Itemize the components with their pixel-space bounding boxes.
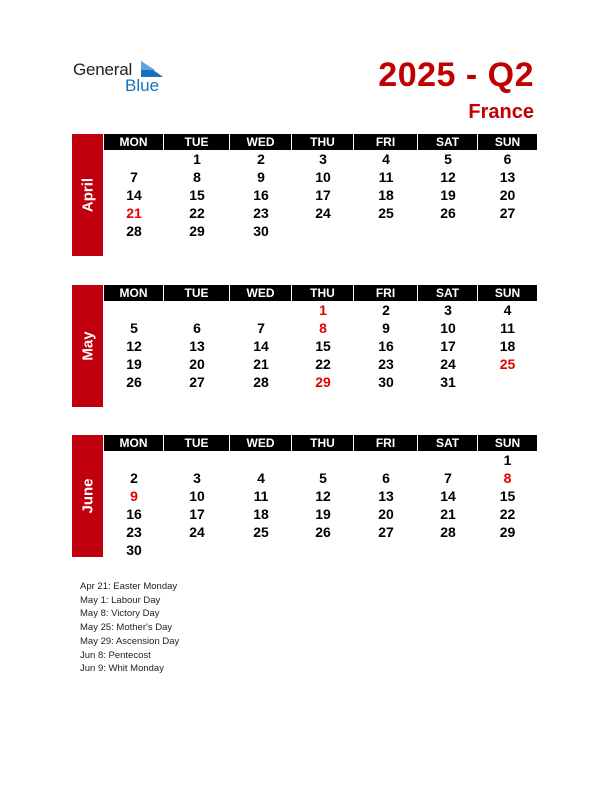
holiday-day-cell: 8 xyxy=(319,320,327,336)
empty-day-cell xyxy=(418,541,478,559)
day-cell: 5 xyxy=(130,320,138,336)
logo-text-blue: Blue xyxy=(125,76,160,95)
day-cell: 18 xyxy=(253,506,269,522)
day-cell: 19 xyxy=(315,506,331,522)
day-cell: 28 xyxy=(440,524,456,540)
day-cell: 10 xyxy=(189,488,205,504)
empty-day-cell xyxy=(292,541,354,559)
empty-day-cell xyxy=(354,222,418,240)
holiday-note: Jun 8: Pentecost xyxy=(80,649,151,661)
weekday-header: SAT xyxy=(418,285,477,301)
week-row xyxy=(104,469,540,487)
day-cell: 19 xyxy=(126,356,142,372)
country-label: France xyxy=(468,101,534,123)
holiday-day-cell: 21 xyxy=(126,205,142,221)
day-cell: 21 xyxy=(253,356,269,372)
day-cell: 7 xyxy=(444,470,452,486)
week-row xyxy=(104,541,540,559)
day-cell: 27 xyxy=(499,205,516,221)
weekday-header: MON xyxy=(104,134,163,150)
day-cell: 3 xyxy=(319,151,327,167)
day-cell: 6 xyxy=(193,320,201,336)
day-cell: 23 xyxy=(378,356,394,372)
holiday-note: May 29: Ascension Day xyxy=(80,635,180,647)
day-cell: 9 xyxy=(382,320,390,336)
day-cell: 1 xyxy=(503,452,512,468)
day-cell: 4 xyxy=(257,470,265,486)
week-row xyxy=(104,373,540,391)
empty-day-cell xyxy=(104,150,164,168)
week-row xyxy=(104,186,540,204)
day-cell: 29 xyxy=(499,524,516,540)
empty-day-cell xyxy=(164,301,230,319)
day-cell: 5 xyxy=(444,151,452,167)
week-row xyxy=(104,355,540,373)
day-cell: 18 xyxy=(499,338,516,354)
day-cell: 17 xyxy=(315,187,331,203)
day-cell: 25 xyxy=(253,524,269,540)
day-cell: 5 xyxy=(319,470,327,486)
holiday-day-cell: 25 xyxy=(499,356,516,372)
week-row xyxy=(104,168,540,186)
day-cell: 23 xyxy=(253,205,269,221)
empty-day-cell xyxy=(478,222,537,240)
month-band xyxy=(72,134,103,256)
empty-day-cell xyxy=(164,451,230,469)
day-cell: 19 xyxy=(440,187,456,203)
weekday-header: FRI xyxy=(354,435,417,451)
day-cell: 31 xyxy=(440,374,456,390)
day-cell: 30 xyxy=(126,542,142,558)
day-cell: 7 xyxy=(130,169,138,185)
empty-day-cell xyxy=(230,451,292,469)
day-cell: 24 xyxy=(189,524,205,540)
calendar-grid xyxy=(104,285,540,391)
holiday-day-cell: 1 xyxy=(319,302,327,318)
day-cell: 16 xyxy=(126,506,142,522)
day-cell: 28 xyxy=(253,374,269,390)
weekday-header: THU xyxy=(292,285,353,301)
weekday-header-row xyxy=(104,435,540,451)
month-name: June xyxy=(79,478,96,514)
empty-day-cell xyxy=(104,301,164,319)
day-cell: 22 xyxy=(499,506,516,522)
day-cell: 17 xyxy=(189,506,205,522)
day-cell: 6 xyxy=(382,470,390,486)
day-cell: 27 xyxy=(189,374,205,390)
day-cell: 1 xyxy=(193,151,201,167)
day-cell: 20 xyxy=(499,187,516,203)
holiday-notes xyxy=(80,580,179,676)
weekday-header: TUE xyxy=(164,435,229,451)
holiday-note: May 1: Labour Day xyxy=(80,594,161,606)
day-cell: 2 xyxy=(382,302,390,318)
day-cell: 27 xyxy=(378,524,394,540)
day-cell: 11 xyxy=(500,320,515,336)
day-cell: 21 xyxy=(440,506,456,522)
weekday-header: THU xyxy=(292,435,353,451)
logo-text-general: General xyxy=(73,60,133,79)
weekday-header: MON xyxy=(104,285,163,301)
day-cell: 12 xyxy=(440,169,456,185)
day-cell: 20 xyxy=(378,506,394,522)
empty-day-cell xyxy=(418,222,478,240)
empty-day-cell xyxy=(104,451,164,469)
day-cell: 17 xyxy=(440,338,456,354)
empty-day-cell xyxy=(418,451,478,469)
day-cell: 10 xyxy=(440,320,456,336)
day-cell: 13 xyxy=(499,169,516,185)
day-cell: 22 xyxy=(189,205,205,221)
day-cell: 29 xyxy=(189,223,205,239)
empty-day-cell xyxy=(292,451,354,469)
week-row xyxy=(104,150,540,168)
day-cell: 3 xyxy=(193,470,201,486)
calendar-grid xyxy=(104,435,540,559)
holiday-note: May 25: Mother's Day xyxy=(80,622,173,634)
weekday-header: SUN xyxy=(478,435,537,451)
weekday-header: WED xyxy=(230,435,291,451)
empty-day-cell xyxy=(478,541,537,559)
day-cell: 13 xyxy=(378,488,394,504)
day-cell: 8 xyxy=(193,169,201,185)
calendar-grid xyxy=(104,134,540,240)
weekday-header: FRI xyxy=(354,285,417,301)
holiday-day-cell: 29 xyxy=(315,374,331,390)
weekday-header-row xyxy=(104,285,540,301)
month-band xyxy=(72,435,103,557)
day-cell: 23 xyxy=(126,524,142,540)
day-cell: 22 xyxy=(315,356,331,372)
holiday-note: Apr 21: Easter Monday xyxy=(80,581,178,592)
week-row xyxy=(104,301,540,319)
day-cell: 4 xyxy=(503,302,512,318)
day-cell: 26 xyxy=(126,374,142,390)
day-cell: 24 xyxy=(315,205,331,221)
day-cell: 15 xyxy=(315,338,331,354)
day-cell: 6 xyxy=(503,151,512,167)
day-cell: 4 xyxy=(382,151,390,167)
day-cell: 28 xyxy=(126,223,142,239)
week-row xyxy=(104,523,540,541)
day-cell: 2 xyxy=(130,470,138,486)
day-cell: 13 xyxy=(189,338,205,354)
day-cell: 16 xyxy=(253,187,269,203)
weekday-header: SAT xyxy=(418,134,477,150)
day-cell: 30 xyxy=(253,223,269,239)
day-cell: 15 xyxy=(499,488,516,504)
weekday-header: FRI xyxy=(354,134,417,150)
month-band xyxy=(72,285,103,407)
week-row xyxy=(104,319,540,337)
holiday-note: May 8: Victory Day xyxy=(80,608,160,620)
day-cell: 9 xyxy=(257,169,265,185)
holiday-note: Jun 9: Whit Monday xyxy=(80,663,164,675)
empty-day-cell xyxy=(478,373,537,391)
month-name: May xyxy=(79,331,96,361)
day-cell: 25 xyxy=(378,205,394,221)
day-cell: 3 xyxy=(444,302,452,318)
weekday-header: SUN xyxy=(478,285,537,301)
day-cell: 18 xyxy=(378,187,394,203)
empty-day-cell xyxy=(354,541,418,559)
generalblue-logo xyxy=(73,58,173,98)
week-row xyxy=(104,487,540,505)
page-title: 2025 - Q2 xyxy=(378,56,534,94)
day-cell: 12 xyxy=(126,338,142,354)
week-row xyxy=(104,204,540,222)
weekday-header: WED xyxy=(230,285,291,301)
empty-day-cell xyxy=(230,541,292,559)
weekday-header-row xyxy=(104,134,540,150)
day-cell: 24 xyxy=(440,356,456,372)
day-cell: 2 xyxy=(257,151,265,167)
weekday-header: WED xyxy=(230,134,291,150)
day-cell: 12 xyxy=(315,488,331,504)
holiday-day-cell: 8 xyxy=(503,470,512,486)
day-cell: 30 xyxy=(378,374,394,390)
weekday-header: TUE xyxy=(164,285,229,301)
empty-day-cell xyxy=(164,541,230,559)
day-cell: 11 xyxy=(378,169,394,185)
day-cell: 26 xyxy=(440,205,456,221)
day-cell: 14 xyxy=(440,488,456,504)
logo-flag-icon xyxy=(141,61,163,77)
day-cell: 14 xyxy=(253,338,269,354)
weekday-header: SAT xyxy=(418,435,477,451)
empty-day-cell xyxy=(292,222,354,240)
empty-day-cell xyxy=(230,301,292,319)
week-row xyxy=(104,505,540,523)
holiday-day-cell: 9 xyxy=(130,488,138,504)
weekday-header: TUE xyxy=(164,134,229,150)
weekday-header: SUN xyxy=(478,134,537,150)
day-cell: 20 xyxy=(189,356,205,372)
day-cell: 26 xyxy=(315,524,331,540)
week-row xyxy=(104,222,540,240)
week-row xyxy=(104,337,540,355)
weekday-header: THU xyxy=(292,134,353,150)
month-name: April xyxy=(79,177,96,213)
day-cell: 10 xyxy=(315,169,331,185)
day-cell: 11 xyxy=(253,488,269,504)
day-cell: 14 xyxy=(126,187,142,203)
day-cell: 15 xyxy=(189,187,205,203)
day-cell: 7 xyxy=(257,320,265,336)
weekday-header: MON xyxy=(104,435,163,451)
empty-day-cell xyxy=(354,451,418,469)
day-cell: 16 xyxy=(378,338,394,354)
week-row xyxy=(104,451,540,469)
